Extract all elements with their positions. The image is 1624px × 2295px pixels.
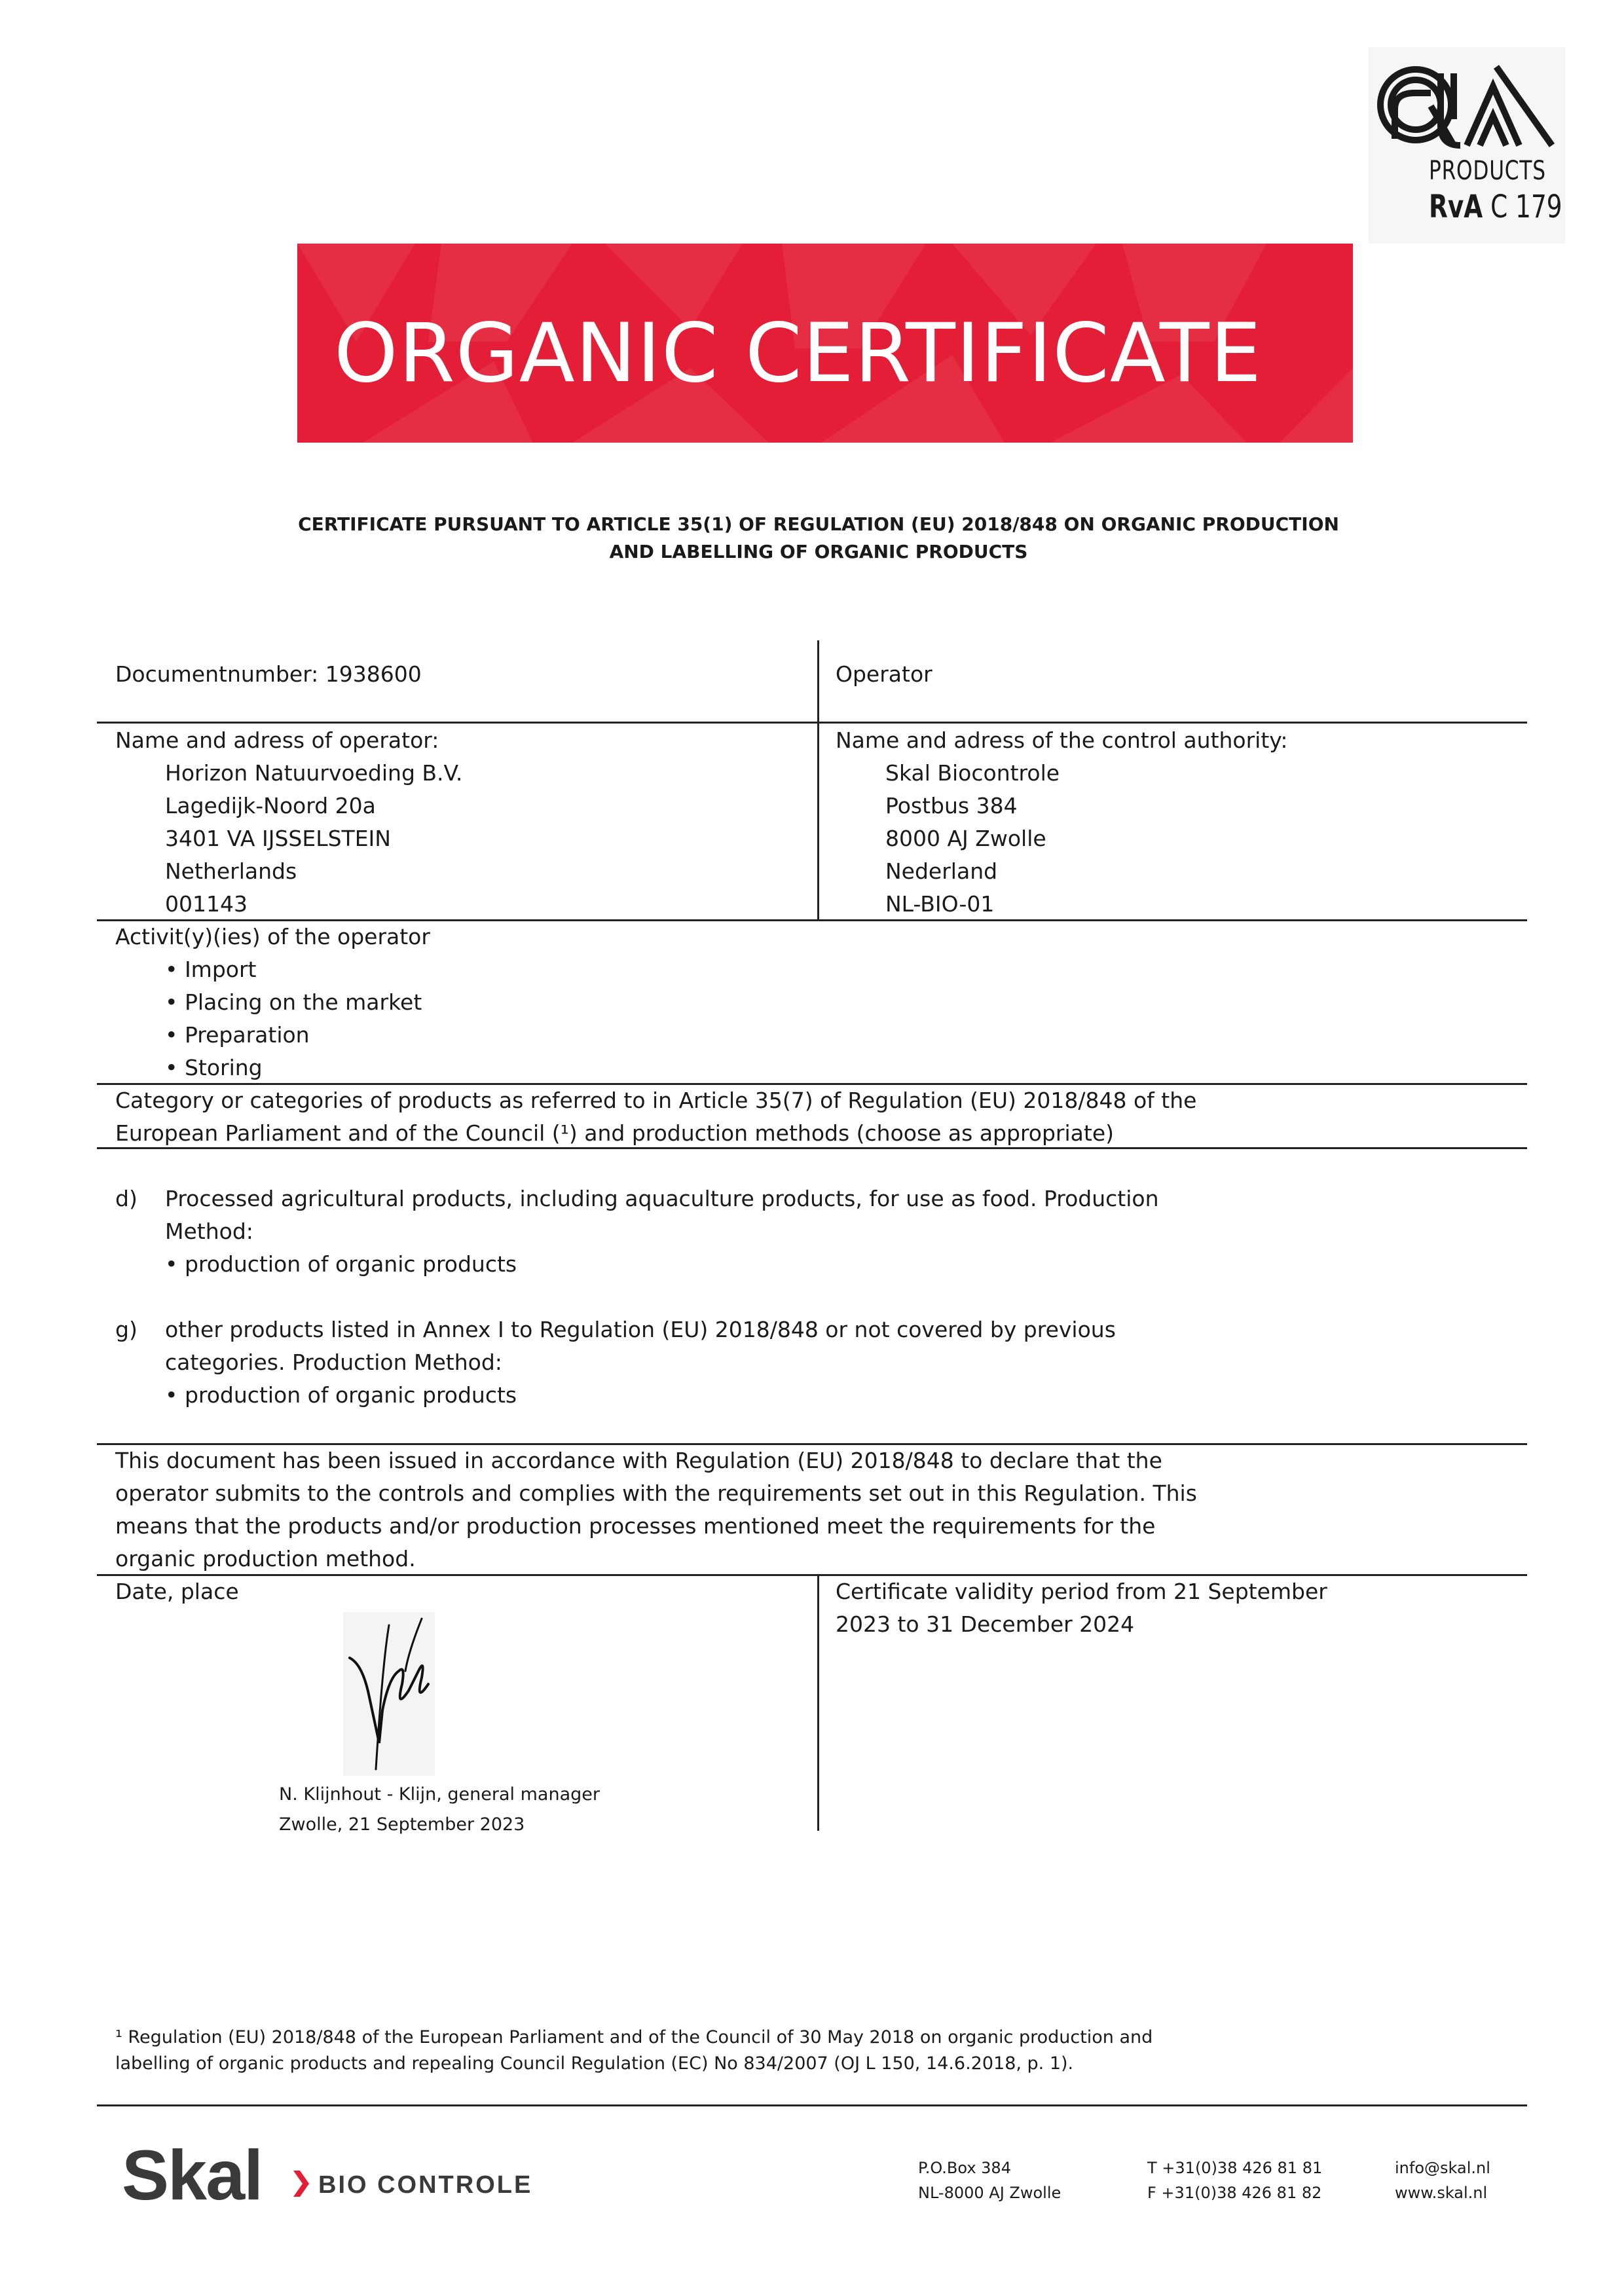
authority-code: NL-BIO-01	[885, 891, 995, 917]
skal-logo-text: Skal	[122, 2135, 263, 2214]
footnote-line1: ¹ Regulation (EU) 2018/848 of the European Parliament and of the Council of 30 May 2018 on organic production and	[115, 2027, 1153, 2047]
operator-city: 3401 VA IJSSELSTEIN	[165, 826, 391, 851]
category-d-letter: d)	[115, 1186, 138, 1211]
footer-divider	[97, 2104, 1527, 2106]
regulation-subtitle-line2: AND LABELLING OF ORGANIC PRODUCTS	[609, 541, 1028, 562]
authority-name: Skal Biocontrole	[885, 760, 1060, 786]
activities-heading: Activit(y)(ies) of the operator	[115, 924, 430, 949]
signature-place-date: Zwolle, 21 September 2023	[279, 1814, 525, 1835]
column-divider-bottom	[817, 1574, 819, 1831]
footer-fax: F +31(0)38 426 81 82	[1147, 2184, 1322, 2202]
category-g-letter: g)	[115, 1317, 138, 1342]
category-d-method: • production of organic products	[165, 1251, 517, 1277]
rva-code-text: RvA C 179	[1429, 189, 1562, 225]
declaration-line: organic production method.	[115, 1546, 416, 1571]
authority-city: 8000 AJ Zwolle	[885, 826, 1046, 851]
activity-item: • Placing on the market	[165, 989, 422, 1015]
regulation-subtitle-line1: CERTIFICATE PURSUANT TO ARTICLE 35(1) OF REGULATION (EU) 2018/848 ON ORGANIC PRODUCTION	[298, 513, 1339, 535]
document-number: Documentnumber: 1938600	[115, 661, 422, 687]
category-d-line2: Method:	[165, 1219, 253, 1244]
operator-code: 001143	[165, 891, 248, 917]
operator-heading: Name and adress of operator:	[115, 727, 439, 753]
footnote-line2: labelling of organic products and repealing Council Regulation (EC) No 834/2007 (OJ L 150, 14.6.2018, p. 1).	[115, 2053, 1074, 2074]
authority-country: Nederland	[885, 858, 998, 884]
operator-country: Netherlands	[165, 858, 297, 884]
category-g-line2: categories. Production Method:	[165, 1349, 502, 1375]
activity-item: • Preparation	[165, 1022, 310, 1048]
skal-logo-subtext: BIO CONTROLE	[318, 2171, 533, 2199]
rva-products-text: PRODUCTS	[1429, 156, 1546, 186]
signature-image	[343, 1612, 435, 1776]
footer-web-link[interactable]: www.skal.nl	[1395, 2184, 1488, 2202]
signature-icon	[343, 1612, 435, 1776]
footer-postbox: P.O.Box 384	[918, 2159, 1011, 2177]
chevron-right-icon	[293, 2171, 309, 2197]
authority-heading: Name and adress of the control authority:	[836, 727, 1288, 753]
declaration-line: This document has been issued in accordance with Regulation (EU) 2018/848 to declare that the	[115, 1448, 1162, 1473]
operator-name: Horizon Natuurvoeding B.V.	[165, 760, 463, 786]
category-g-line1: other products listed in Annex I to Regulation (EU) 2018/848 or not covered by previous	[165, 1317, 1116, 1342]
certificate-banner	[297, 244, 1353, 443]
categories-heading-line2: European Parliament and of the Council (¹) and production methods (choose as appropriate)	[115, 1120, 1115, 1146]
banner-title: ORGANIC CERTIFICATE	[334, 306, 1263, 401]
divider	[97, 722, 1527, 724]
category-d-line1: Processed agricultural products, including aquaculture products, for use as food. Production	[165, 1186, 1159, 1211]
activity-item: • Import	[165, 957, 257, 982]
footer-city: NL-8000 AJ Zwolle	[918, 2184, 1061, 2202]
operator-label: Operator	[836, 661, 932, 687]
column-divider-top	[817, 640, 819, 921]
signer-name: N. Klijnhout - Klijn, general manager	[279, 1784, 600, 1805]
footer-phone: T +31(0)38 426 81 81	[1147, 2159, 1323, 2177]
footer-email-link[interactable]: info@skal.nl	[1395, 2159, 1490, 2177]
validity-line1: Certificate validity period from 21 September	[836, 1579, 1327, 1604]
activity-item: • Storing	[165, 1055, 263, 1080]
date-place-label: Date, place	[115, 1579, 239, 1604]
operator-street: Lagedijk-Noord 20a	[165, 793, 376, 818]
validity-line2: 2023 to 31 December 2024	[836, 1611, 1135, 1637]
declaration-line: operator submits to the controls and complies with the requirements set out in this Regulation. This	[115, 1480, 1197, 1506]
authority-postbus: Postbus 384	[885, 793, 1018, 818]
categories-heading-line1: Category or categories of products as referred to in Article 35(7) of Regulation (EU) 2018/848 of the	[115, 1088, 1197, 1113]
category-g-method: • production of organic products	[165, 1382, 517, 1408]
declaration-line: means that the products and/or production processes mentioned meet the requirements for the	[115, 1513, 1156, 1539]
